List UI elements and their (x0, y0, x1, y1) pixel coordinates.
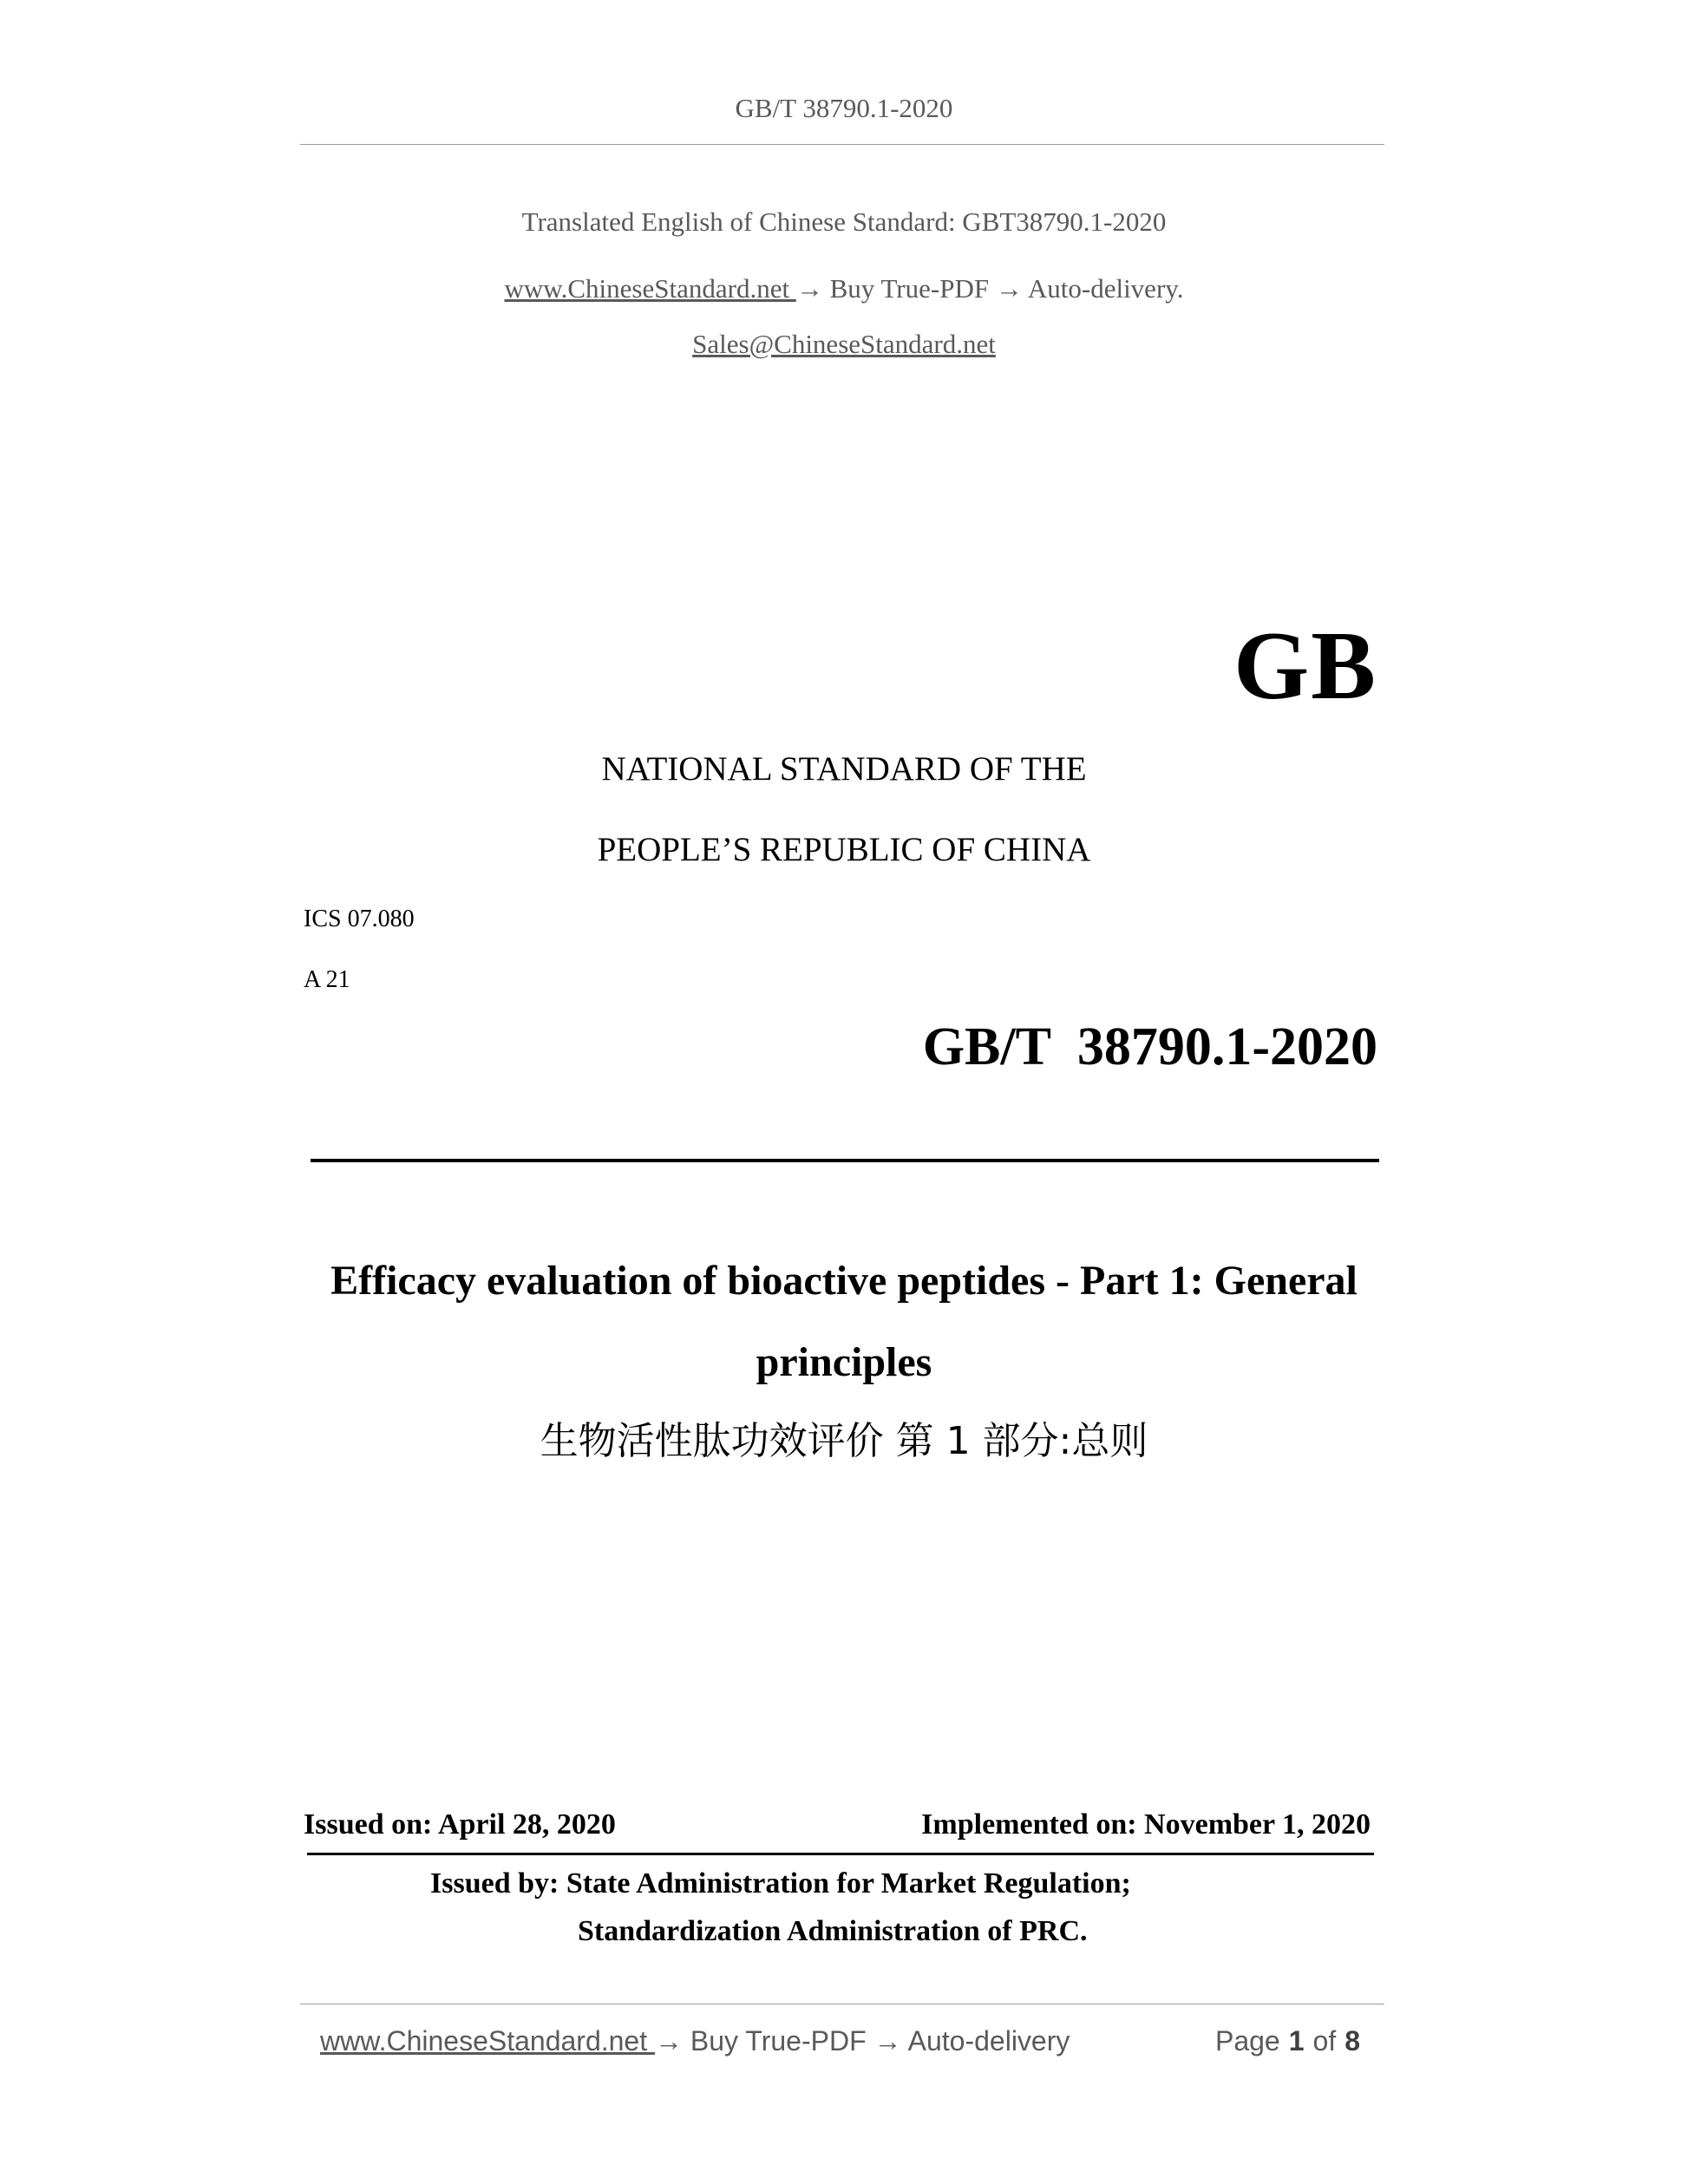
auto-delivery-text: Auto-delivery. (1027, 273, 1184, 304)
arrow-right-icon: → (655, 2025, 683, 2056)
cover-divider (311, 1159, 1379, 1162)
sales-email-line (0, 329, 1688, 360)
page-total: 8 (1345, 2025, 1360, 2056)
page-indicator (1215, 2025, 1360, 2057)
gb-mark: GB (1233, 612, 1377, 720)
purchase-links (0, 273, 1688, 304)
national-standard-line1: NATIONAL STANDARD OF THE (601, 750, 1087, 788)
footer-links (320, 2025, 1070, 2057)
translation-notice: Translated English of Chinese Standard: GBT38790.1-2020 (521, 206, 1167, 237)
arrow-right-icon: → (995, 273, 1023, 304)
footer-website-link[interactable]: www.ChineseStandard.net (320, 2025, 655, 2056)
running-header: GB/T 38790.1-2020 (735, 93, 953, 123)
ics-code: ICS 07.080 (304, 906, 415, 932)
header-divider (300, 144, 1384, 145)
of-label: of (1312, 2025, 1337, 2056)
arrow-right-icon: → (873, 2025, 902, 2056)
page-label: Page (1214, 2025, 1280, 2056)
footer-buy-true-pdf-text: Buy True-PDF (690, 2025, 867, 2056)
page-number: 1 (1288, 2025, 1305, 2056)
implemented-on-date: Implemented on: November 1, 2020 (921, 1808, 1371, 1841)
issued-by-line1: Issued by: State Administration for Market Regulation; (430, 1867, 1131, 1900)
ccs-code: A 21 (304, 966, 350, 993)
issued-on-date: Issued on: April 28, 2020 (304, 1808, 616, 1841)
footer-auto-delivery-text: Auto-delivery (907, 2025, 1070, 2056)
issued-by-line2: Standardization Administration of PRC. (578, 1915, 1088, 1947)
issue-divider (307, 1853, 1374, 1855)
buy-true-pdf-text: Buy True-PDF (829, 273, 990, 304)
standard-number: GB/T 38790.1-2020 (922, 1017, 1377, 1076)
sales-email-link[interactable]: Sales@ChineseStandard.net (692, 329, 996, 359)
arrow-right-icon: → (795, 273, 823, 304)
website-link[interactable]: www.ChineseStandard.net (504, 273, 796, 304)
title-chinese: 生物活性肽功效评价 第 1 部分:总则 (540, 1419, 1148, 1463)
national-standard-line2: PEOPLE’S REPUBLIC OF CHINA (597, 831, 1091, 868)
title-english-line2: principles (756, 1339, 932, 1385)
title-english-line1: Efficacy evaluation of bioactive peptides - Part 1: General (330, 1258, 1358, 1304)
